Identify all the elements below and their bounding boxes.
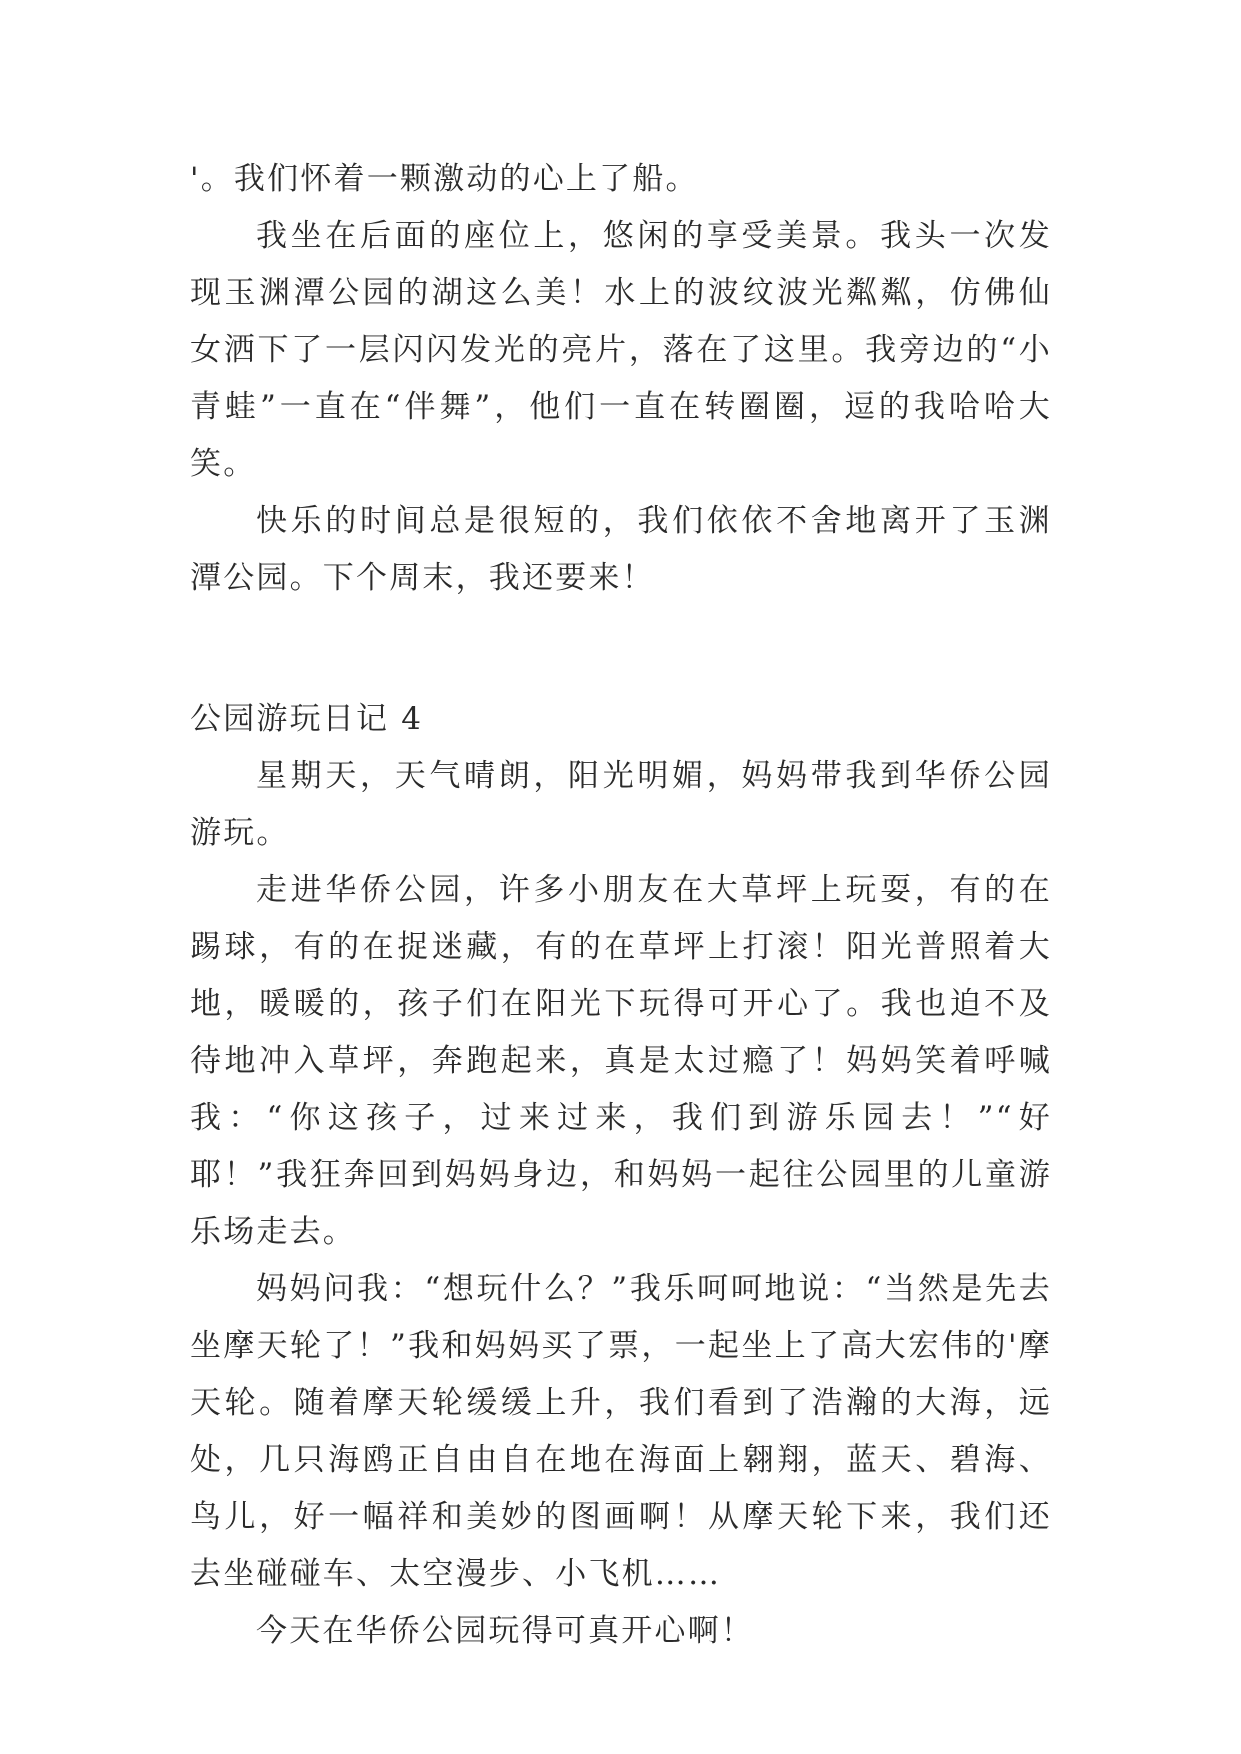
paragraph: 今天在华侨公园玩得可真开心啊！: [256, 1613, 754, 1649]
paragraph: 妈妈问我：“想玩什么？”我乐呵呵地说：“当然是先去坐摩天轮了！”我和妈妈买了票，一起坐上了高大宏伟的'摩天轮。随着摩天轮缓缓上升，我们看到了浩瀚的大海，远处，几只海鸥正自由自在地在海面上翱翔，蓝天、碧海、鸟儿，好一幅祥和美妙的图画啊！从摩天轮下来，我们还去坐碰碰车、太空漫步、小飞机……: [190, 1271, 1052, 1592]
continuation-line: '。我们怀着一颗激动的心上了船。: [190, 161, 699, 197]
paragraph: 我坐在后面的座位上，悠闲的享受美景。我头一次发现玉渊潭公园的湖这么美！水上的波纹波光粼粼，仿佛仙女洒下了一层闪闪发光的亮片，落在了这里。我旁边的“小青蛙”一直在“伴舞”，他们一直在转圈圈，逗的我哈哈大笑。: [190, 218, 1052, 482]
section-title: 公园游玩日记 4: [190, 701, 424, 737]
paragraph: 走进华侨公园，许多小朋友在大草坪上玩耍，有的在踢球，有的在捉迷藏，有的在草坪上打滚！阳光普照着大地，暖暖的，孩子们在阳光下玩得可开心了。我也迫不及待地冲入草坪，奔跑起来，真是太过瘾了！妈妈笑着呼喊我：“你这孩子，过来过来，我们到游乐园去！”“好耶！”我狂奔回到妈妈身边，和妈妈一起往公园里的儿童游乐场走去。: [190, 872, 1052, 1250]
document-body: [190, 151, 1052, 1660]
paragraph: 快乐的时间总是很短的，我们依依不舍地离开了玉渊潭公园。下个周末，我还要来！: [190, 503, 1052, 596]
section-gap: [190, 607, 1052, 691]
paragraph: 星期天，天气晴朗，阳光明媚，妈妈带我到华侨公园游玩。: [190, 758, 1052, 851]
